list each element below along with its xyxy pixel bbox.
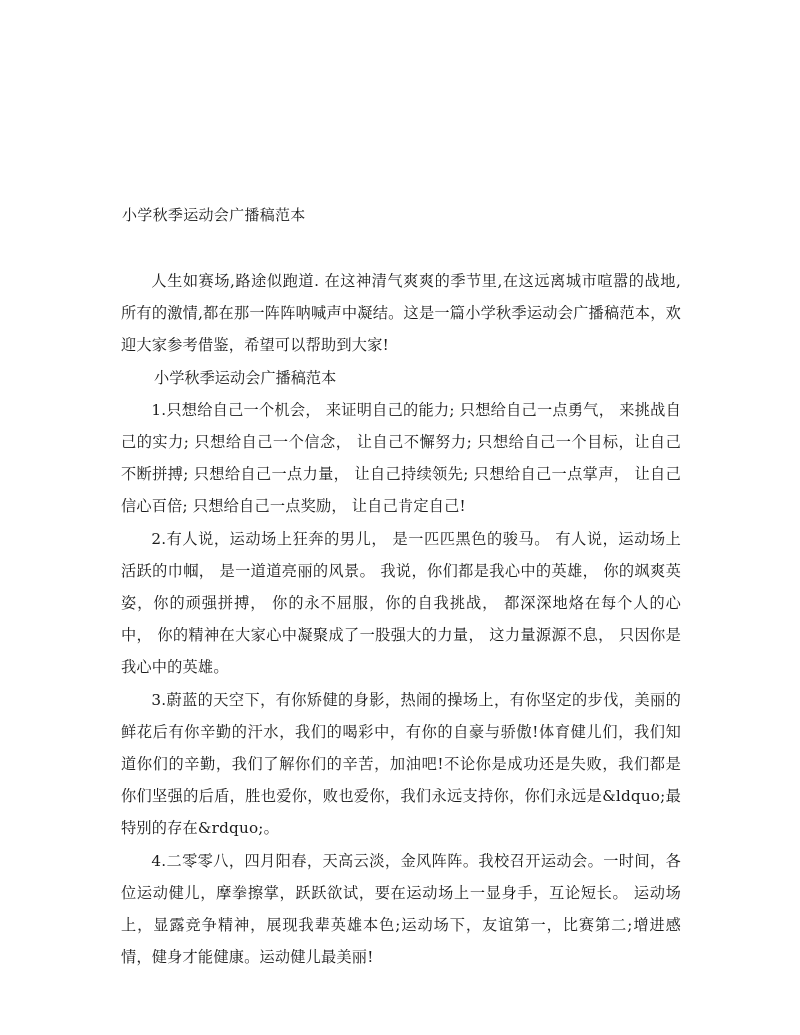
- document-title: 小学秋季运动会广播稿范本: [122, 206, 306, 224]
- paragraph-3: 3.蔚蓝的天空下，有你矫健的身影，热闹的操场上，有你坚定的步伐，美丽的鲜花后有你辛勤的汗水，我们的喝彩中，有你的自豪与骄傲!体育健儿们，我们知道你们的辛勤，我们了解你们的辛苦，加油吧!不论你是成功还是失败，我们都是你们坚强的后盾，胜也爱你，败也爱你，我们永远支持你，你们永远是&ldquo;最特别的存在&rdquo;。: [121, 690, 681, 838]
- section-subtitle: 小学秋季运动会广播稿范本: [154, 368, 337, 387]
- paragraph-1: 1.只想给自己一个机会， 来证明自己的能力; 只想给自己一点勇气， 来挑战自己的实力; 只想给自己一个信念， 让自己不懈努力; 只想给自己一个目标，让自己不断拼搏; 只想给自己一点力量， 让自己持续领先; 只想给自己一点掌声， 让自己信心百倍; 只想给自己一点奖励， 让自己肯定自己!: [121, 400, 681, 516]
- paragraph-4: 4.二零零八，四月阳春，天高云淡，金风阵阵。我校召开运动会。一时间，各位运动健儿，摩拳擦掌，跃跃欲试，要在运动场上一显身手，互论短长。 运动场上，显露竞争精神，展现我辈英雄本色;运动场下，友谊第一，比赛第二;增进感情，健身才能健康。运动健儿最美丽!: [121, 851, 681, 967]
- paragraph-2: 2.有人说，运动场上狂奔的男儿， 是一匹匹黑色的骏马。 有人说，运动场上活跃的巾帼， 是一道道亮丽的风景。 我说，你们都是我心中的英雄， 你的飒爽英姿，你的顽强拼搏， 你的永不屈服，你的自我挑战， 都深深地烙在每个人的心中， 你的精神在大家心中凝聚成了一股强大的力量， 这力量源源不息， 只因你是我心中的英雄。: [121, 529, 681, 677]
- intro-paragraph: 人生如赛场,路途似跑道. 在这神清气爽爽的季节里,在这远离城市喧嚣的战地,所有的激情,都在那一阵阵呐喊声中凝结。这是一篇小学秋季运动会广播稿范本，欢迎大家参考借鉴，希望可以帮助到大家!: [121, 272, 681, 355]
- document-body: [121, 265, 681, 973]
